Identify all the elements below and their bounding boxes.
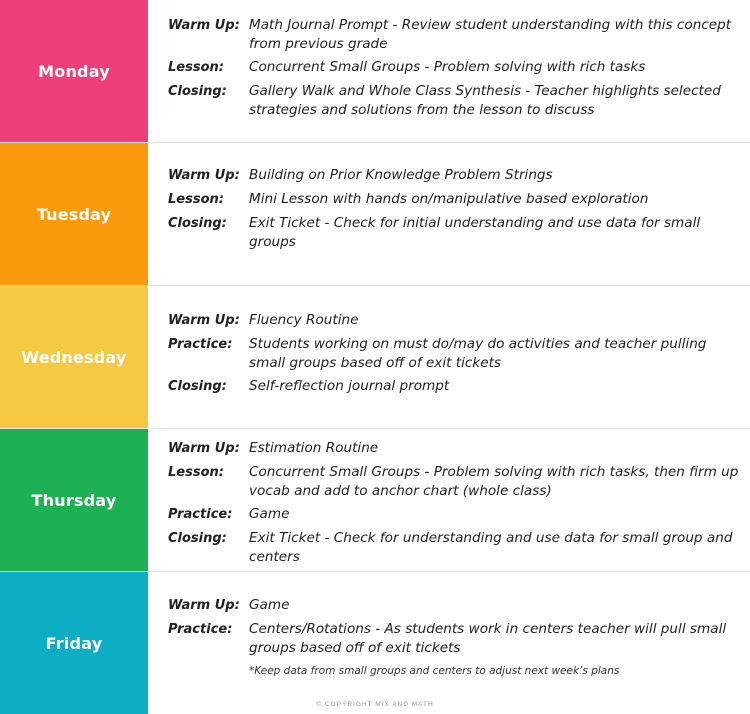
activity-text: Gallery Walk and Whole Class Synthesis - Teacher highlights selected strategies and solutions from the lesson to discuss [249,83,721,118]
activity-text: Students working on must do/may do activities and teacher pulling small groups based off of exit tickets [249,336,707,371]
activity-text: Math Journal Prompt - Review student understanding with this concept from previous grade [249,17,732,52]
activity-item [168,529,742,566]
activity-label: Warm Up: [168,168,240,183]
day-row-monday [0,0,750,143]
copyright-text: © COPYRIGHT MIX AND MATH [316,701,434,708]
activity-text: Concurrent Small Groups - Problem solving with rich tasks [249,59,646,75]
day-label-wednesday: Wednesday [0,286,148,428]
activity-label: Closing: [168,216,227,231]
activity-text: Self-reflection journal prompt [249,378,450,394]
day-row-thursday [0,429,750,572]
activity-label: Practice: [168,622,233,637]
activity-text: Game [249,506,290,522]
activity-item [168,190,742,209]
day-label-friday: Friday [0,572,148,714]
activity-label: Warm Up: [168,313,240,328]
activity-text: Estimation Routine [249,440,379,456]
activity-item [168,16,742,53]
activity-label: Practice: [168,337,233,352]
activity-label: Lesson: [168,60,224,75]
day-activities [168,311,742,396]
activity-text: Concurrent Small Groups - Problem solving with rich tasks, then firm up vocab and add to anchor chart (whole class) [249,464,739,499]
activity-label: Closing: [168,84,227,99]
day-activities [168,439,742,566]
activity-text: Fluency Routine [249,312,359,328]
day-activities [168,596,742,677]
activity-text: Exit Ticket - Check for initial understanding and use data for small groups [249,215,701,250]
activity-item [168,620,742,657]
day-label-tuesday: Tuesday [0,143,148,285]
activity-text: Centers/Rotations - As students work in centers teacher will pull small groups based off of exit tickets [249,621,727,656]
activity-label: Warm Up: [168,598,240,613]
activity-label: Warm Up: [168,18,240,33]
day-row-wednesday [0,286,750,429]
activity-item [168,505,742,524]
activity-text: Mini Lesson with hands on/manipulative based exploration [249,191,649,207]
day-label-thursday: Thursday [0,429,148,571]
activity-label: Lesson: [168,465,224,480]
activity-label: Lesson: [168,192,224,207]
activity-item [168,335,742,372]
day-activities [168,166,742,251]
activity-text: Game [249,597,290,613]
activity-item [168,463,742,500]
activity-text: Exit Ticket - Check for understanding and use data for small group and centers [249,530,733,565]
activity-item [168,82,742,119]
activity-label: Closing: [168,379,227,394]
activity-item [168,58,742,77]
day-label-monday: Monday [0,0,148,142]
activity-item [168,166,742,185]
activity-item [168,311,742,330]
activity-label: Practice: [168,507,233,522]
day-row-friday [0,572,750,714]
activity-label: Closing: [168,531,227,546]
footnote: *Keep data from small groups and centers to adjust next week’s plans [249,665,620,677]
activity-item [168,214,742,251]
activity-text: Building on Prior Knowledge Problem Strings [249,167,553,183]
activity-item [168,596,742,615]
day-row-tuesday [0,143,750,286]
day-activities [168,16,742,119]
activity-item [168,377,742,396]
activity-label: Warm Up: [168,441,240,456]
activity-item [168,439,742,458]
